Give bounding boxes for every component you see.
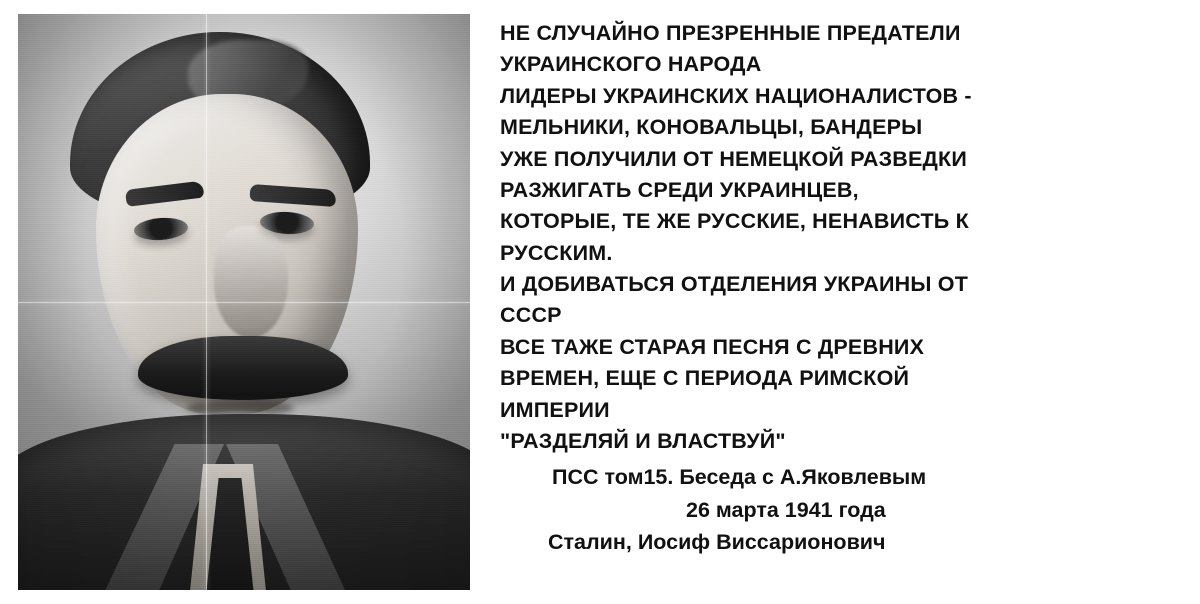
quote-line: ИМПЕРИИ xyxy=(500,397,610,422)
quote-line: СССР xyxy=(500,303,562,328)
quote-line: "РАЗДЕЛЯЙ И ВЛАСТВУЙ" xyxy=(500,428,786,453)
quote-line: НЕ СЛУЧАЙНО ПРЕЗРЕННЫЕ ПРЕДАТЕЛИ xyxy=(500,21,961,45)
attribution-block xyxy=(500,461,1182,558)
quote-line: ВРЕМЕН, ЕЩЕ С ПЕРИОДА РИМСКОЙ xyxy=(500,366,910,391)
quote-line: УЖЕ ПОЛУЧИЛИ ОТ НЕМЕЦКОЙ РАЗВЕДКИ xyxy=(500,146,968,171)
portrait-panel xyxy=(0,0,470,604)
scan-crease-horizontal xyxy=(18,302,470,303)
quote-line: РУССКИМ. xyxy=(500,240,613,265)
quote-line: ЛИДЕРЫ УКРАИНСКИХ НАЦИОНАЛИСТОВ - xyxy=(500,83,972,108)
quote-line: УКРАИНСКОГО НАРОДА xyxy=(500,52,762,77)
portrait-photo xyxy=(18,14,470,590)
quote-line: И ДОБИВАТЬСЯ ОТДЕЛЕНИЯ УКРАИНЫ ОТ xyxy=(500,272,969,296)
quote-line: МЕЛЬНИКИ, КОНОВАЛЬЦЫ, БАНДЕРЫ xyxy=(500,115,923,140)
attribution-source: ПСС том15. Беседа с А.Яковлевым xyxy=(552,465,927,490)
quote-line: РАЗЖИГАТЬ СРЕДИ УКРАИНЦЕВ, xyxy=(500,177,859,202)
quote-text-panel xyxy=(470,0,1200,558)
attribution-author: Сталин, Иосиф Виссарионович xyxy=(548,529,886,554)
quote-line: ВСЕ ТАЖЕ СТАРАЯ ПЕСНЯ С ДРЕВНИХ xyxy=(500,334,925,359)
attribution-date: 26 марта 1941 года xyxy=(686,497,886,522)
quote-line: КОТОРЫЕ, ТЕ ЖЕ РУССКИЕ, НЕНАВИСТЬ К xyxy=(500,209,969,234)
